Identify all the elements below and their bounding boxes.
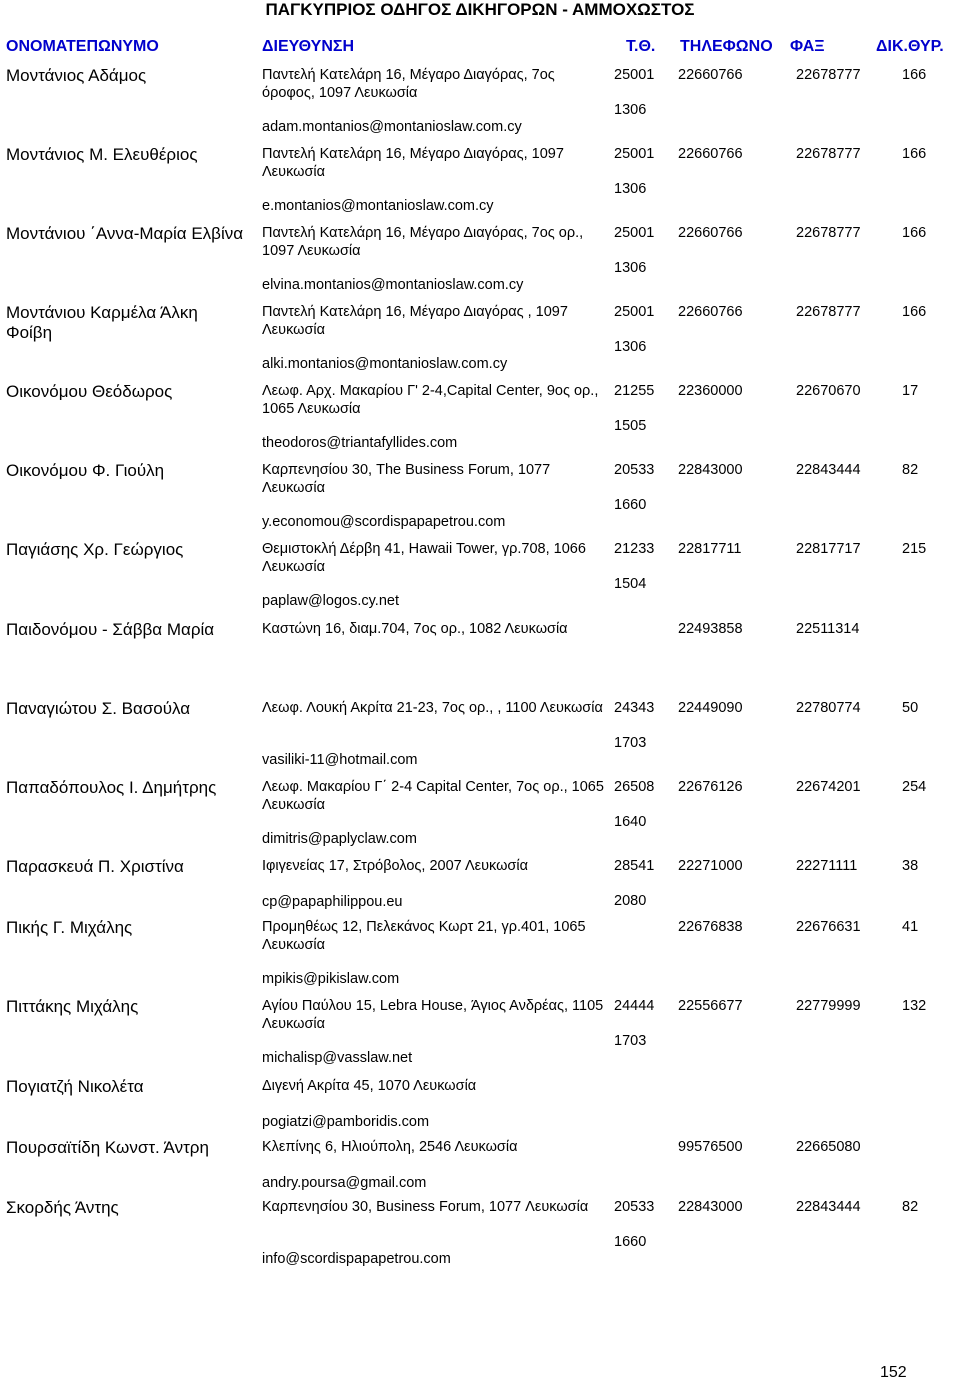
po-code: 1306	[614, 339, 647, 355]
lawyer-name: Πουρσαϊτίδη Κωνστ. Άντρη	[6, 1138, 209, 1157]
header-phone: ΤΗΛΕΦΩΝΟ	[680, 38, 773, 55]
lawyer-name: Σκορδής Άντης	[6, 1198, 119, 1217]
lawyer-name: Πικής Γ. Μιχάλης	[6, 918, 133, 937]
address: Καρπενησίου 30, Business Forum, 1077 Λευκωσία	[262, 1199, 589, 1215]
address: Παντελή Κατελάρη 16, Μέγαρο Διαγόρας, 1097 Λευκωσία	[262, 146, 564, 180]
address: Λεωφ. Αρχ. Μακαρίου Γ' 2-4,Capital Center, 9ος ορ., 1065 Λευκωσία	[262, 383, 599, 417]
po-box: 28541	[614, 858, 655, 874]
lawyer-name: Παναγιώτου Σ. Βασούλα	[6, 699, 191, 718]
header-name: ΟΝΟΜΑΤΕΠΩΝΥΜΟ	[6, 38, 159, 55]
phone: 22660766	[678, 304, 743, 320]
po-box: 25001	[614, 304, 655, 320]
email: e.montanios@montanioslaw.com.cy	[262, 198, 494, 214]
email: elvina.montanios@montanioslaw.com.cy	[262, 277, 524, 293]
email: mpikis@pikislaw.com	[262, 971, 400, 987]
fax: 22843444	[796, 1199, 861, 1215]
fax: 22678777	[796, 304, 861, 320]
address: Λεωφ. Λουκή Ακρίτα 21-23, 7ος ορ., , 1100 Λευκωσία	[262, 700, 603, 716]
lawyer-name: Μοντάνιου ΄Αννα-Μαρία Ελβίνα	[6, 224, 244, 243]
header-fax: ΦΑΞ	[790, 38, 825, 55]
lawyer-name: Παρασκευά Π. Χριστίνα	[6, 857, 184, 876]
lawyer-name: Παγιάσης Χρ. Γεώργιος	[6, 540, 184, 559]
po-box: 24343	[614, 700, 655, 716]
phone: 22676126	[678, 779, 743, 795]
po-code: 1306	[614, 181, 647, 197]
po-box: 25001	[614, 146, 655, 162]
po-box: 20533	[614, 1199, 655, 1215]
email: vasiliki-11@hotmail.com	[262, 752, 418, 768]
address: Καστώνη 16, διαμ.704, 7ος ορ., 1082 Λευκωσία	[262, 621, 568, 637]
court-box: 166	[902, 146, 927, 162]
po-box: 20533	[614, 462, 655, 478]
phone: 22556677	[678, 998, 743, 1014]
po-code: 1660	[614, 497, 647, 513]
phone: 99576500	[678, 1139, 743, 1155]
email: info@scordispapapetrou.com	[262, 1251, 451, 1267]
address: Κλεπίνης 6, Ηλιούπολη, 2546 Λευκωσία	[262, 1139, 518, 1155]
fax: 22676631	[796, 919, 861, 935]
lawyer-name: Μοντάνιος Μ. Ελευθέριος	[6, 145, 198, 164]
fax: 22678777	[796, 67, 861, 83]
email: y.economou@scordispapapetrou.com	[262, 514, 506, 530]
fax: 22843444	[796, 462, 861, 478]
po-box: 26508	[614, 779, 655, 795]
fax: 22670670	[796, 383, 861, 399]
po-code: 2080	[614, 893, 647, 909]
po-code: 1640	[614, 814, 647, 830]
fax: 22678777	[796, 146, 861, 162]
court-box: 166	[902, 225, 927, 241]
court-box: 41	[902, 919, 919, 935]
header-po-box: Τ.Θ.	[626, 38, 656, 55]
po-code: 1306	[614, 260, 647, 276]
page-number: 152	[880, 1364, 907, 1381]
po-code: 1660	[614, 1234, 647, 1250]
po-box: 21255	[614, 383, 655, 399]
po-code: 1504	[614, 576, 647, 592]
address: Διγενή Ακρίτα 45, 1070 Λευκωσία	[262, 1078, 477, 1094]
lawyer-name: Παπαδόπουλος Ι. Δημήτρης	[6, 778, 217, 797]
fax: 22674201	[796, 779, 861, 795]
fax: 22511314	[796, 621, 860, 637]
lawyer-name: Οικονόμου Φ. Γιούλη	[6, 461, 165, 480]
fax: 22817717	[796, 541, 861, 557]
phone: 22843000	[678, 1199, 743, 1215]
fax: 22780774	[796, 700, 861, 716]
lawyer-name: Οικονόμου Θεόδωρος	[6, 382, 173, 401]
court-box: 17	[902, 383, 919, 399]
email: adam.montanios@montanioslaw.com.cy	[262, 119, 522, 135]
address: Λεωφ. Μακαρίου Γ΄ 2-4 Capital Center, 7ος ορ., 1065 Λευκωσία	[262, 779, 604, 813]
phone: 22271000	[678, 858, 743, 874]
court-box: 254	[902, 779, 927, 795]
po-code: 1703	[614, 1033, 647, 1049]
address: Καρπενησίου 30, The Business Forum, 1077 Λευκωσία	[262, 462, 551, 496]
address: Αγίου Παύλου 15, Lebra House, Άγιος Ανδρέας, 1105 Λευκωσία	[262, 998, 604, 1032]
court-box: 215	[902, 541, 927, 557]
phone: 22449090	[678, 700, 743, 716]
phone: 22817711	[678, 541, 742, 557]
po-box: 24444	[614, 998, 655, 1014]
lawyer-name: Παιδονόμου - Σάββα Μαρία	[6, 620, 215, 639]
fax: 22779999	[796, 998, 861, 1014]
po-code: 1306	[614, 102, 647, 118]
phone: 22360000	[678, 383, 743, 399]
header-address: ΔΙΕΥΘΥΝΣΗ	[262, 38, 355, 55]
email: dimitris@paplyclaw.com	[262, 831, 417, 847]
court-box: 50	[902, 700, 919, 716]
page-title: ΠΑΓΚΥΠΡΙΟΣ ΟΔΗΓΟΣ ΔΙΚΗΓΟΡΩΝ - ΑΜΜΟΧΩΣΤΟΣ	[265, 0, 695, 19]
address: Ιφιγενείας 17, Στρόβολος, 2007 Λευκωσία	[262, 858, 528, 874]
phone: 22660766	[678, 67, 743, 83]
email: theodoros@triantafyllides.com	[262, 435, 458, 451]
po-box: 21233	[614, 541, 655, 557]
po-box: 25001	[614, 225, 655, 241]
court-box: 82	[902, 1199, 919, 1215]
court-box: 132	[902, 998, 927, 1014]
header-court-box: ΔΙΚ.ΘΥΡ.	[876, 38, 944, 55]
address: Παντελή Κατελάρη 16, Μέγαρο Διαγόρας, 7ος ορ., 1097 Λευκωσία	[262, 225, 584, 259]
email: paplaw@logos.cy.net	[262, 593, 399, 609]
po-code: 1703	[614, 735, 647, 751]
lawyer-name: Πιττάκης Μιχάλης	[6, 997, 139, 1016]
lawyer-name: Μοντάνιου Καρμέλα Άλκη Φοίβη	[6, 303, 198, 342]
email: pogiatzi@pamboridis.com	[262, 1114, 430, 1130]
po-box: 25001	[614, 67, 655, 83]
phone: 22493858	[678, 621, 743, 637]
lawyer-name: Μοντάνιος Αδάμος	[6, 66, 147, 85]
court-box: 38	[902, 858, 919, 874]
address: Θεμιστοκλή Δέρβη 41, Hawaii Tower, γρ.708, 1066 Λευκωσία	[262, 541, 586, 575]
email: alki.montanios@montanioslaw.com.cy	[262, 356, 508, 372]
court-box: 166	[902, 67, 927, 83]
address: Παντελή Κατελάρη 16, Μέγαρο Διαγόρας, 7ος όροφος, 1097 Λευκωσία	[262, 67, 555, 101]
phone: 22843000	[678, 462, 743, 478]
email: andry.poursa@gmail.com	[262, 1175, 427, 1191]
address: Παντελή Κατελάρη 16, Μέγαρο Διαγόρας , 1097 Λευκωσία	[262, 304, 568, 338]
email: michalisp@vasslaw.net	[262, 1050, 413, 1066]
address: Προμηθέως 12, Πελεκάνος Κωρτ 21, γρ.401, 1065 Λευκωσία	[262, 919, 586, 953]
po-code: 1505	[614, 418, 647, 434]
court-box: 82	[902, 462, 919, 478]
fax: 22271111	[796, 858, 858, 874]
fax: 22678777	[796, 225, 861, 241]
phone: 22676838	[678, 919, 743, 935]
lawyer-name: Πογιατζή Νικολέτα	[6, 1077, 144, 1096]
court-box: 166	[902, 304, 927, 320]
phone: 22660766	[678, 146, 743, 162]
fax: 22665080	[796, 1139, 861, 1155]
phone: 22660766	[678, 225, 743, 241]
email: cp@papaphilippou.eu	[262, 894, 403, 910]
